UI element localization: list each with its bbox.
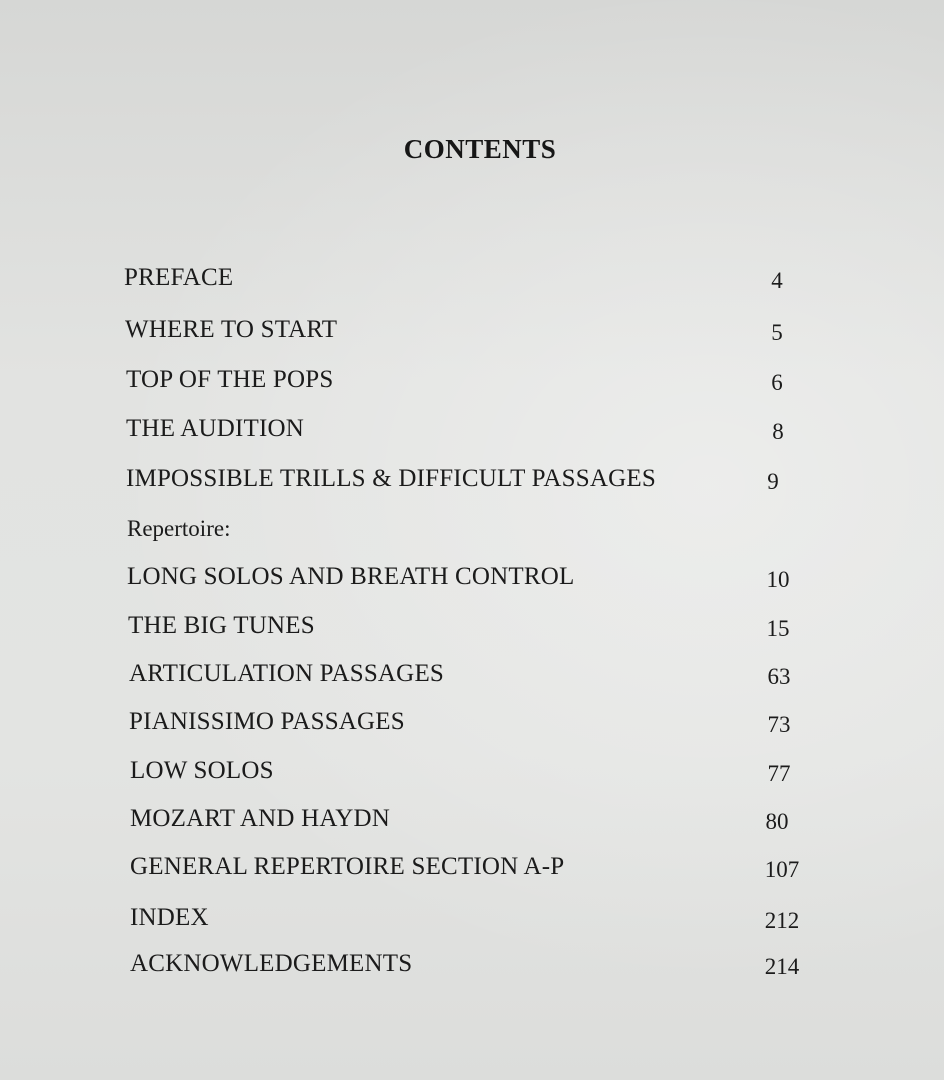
toc-entry-page: 15 [766,616,790,641]
toc-entry-page: 107 [764,857,800,882]
toc-entry-page: 8 [772,419,784,444]
toc-entry-page: 6 [771,370,783,395]
toc-entry-page: 5 [771,320,783,345]
toc-entry-label: WHERE TO START [125,316,338,343]
toc-entry-label: ACKNOWLEDGEMENTS [130,950,413,977]
toc-entry-label: TOP OF THE POPS [126,366,334,393]
toc-entry-page: 77 [767,761,791,786]
toc-entry-label: GENERAL REPERTOIRE SECTION A-P [130,853,565,880]
toc-subheading: Repertoire: [127,516,231,541]
toc-entry-page: 214 [764,954,800,979]
toc-entry-label: THE AUDITION [126,415,305,442]
toc-entry-label: MOZART AND HAYDN [130,805,391,832]
page-title: CONTENTS [403,134,557,164]
toc-entry-page: 73 [767,712,791,737]
toc-entry-label: THE BIG TUNES [128,612,315,639]
toc-entry-label: ARTICULATION PASSAGES [129,660,445,687]
toc-entry-label: LONG SOLOS AND BREATH CONTROL [127,563,575,590]
toc-entry-label: PREFACE [124,264,234,291]
toc-entry-page: 63 [767,664,791,689]
toc-entry-page: 80 [765,809,789,834]
toc-entry-page: 212 [764,908,800,933]
toc-entry-page: 9 [767,469,779,494]
toc-entry-label: IMPOSSIBLE TRILLS & DIFFICULT PASSAGES [126,465,656,492]
toc-entry-page: 10 [766,567,790,592]
toc-entry-label: LOW SOLOS [130,757,274,784]
toc-entry-page: 4 [771,268,783,293]
toc-entry-label: PIANISSIMO PASSAGES [129,708,405,735]
toc-entry-label: INDEX [130,904,209,931]
